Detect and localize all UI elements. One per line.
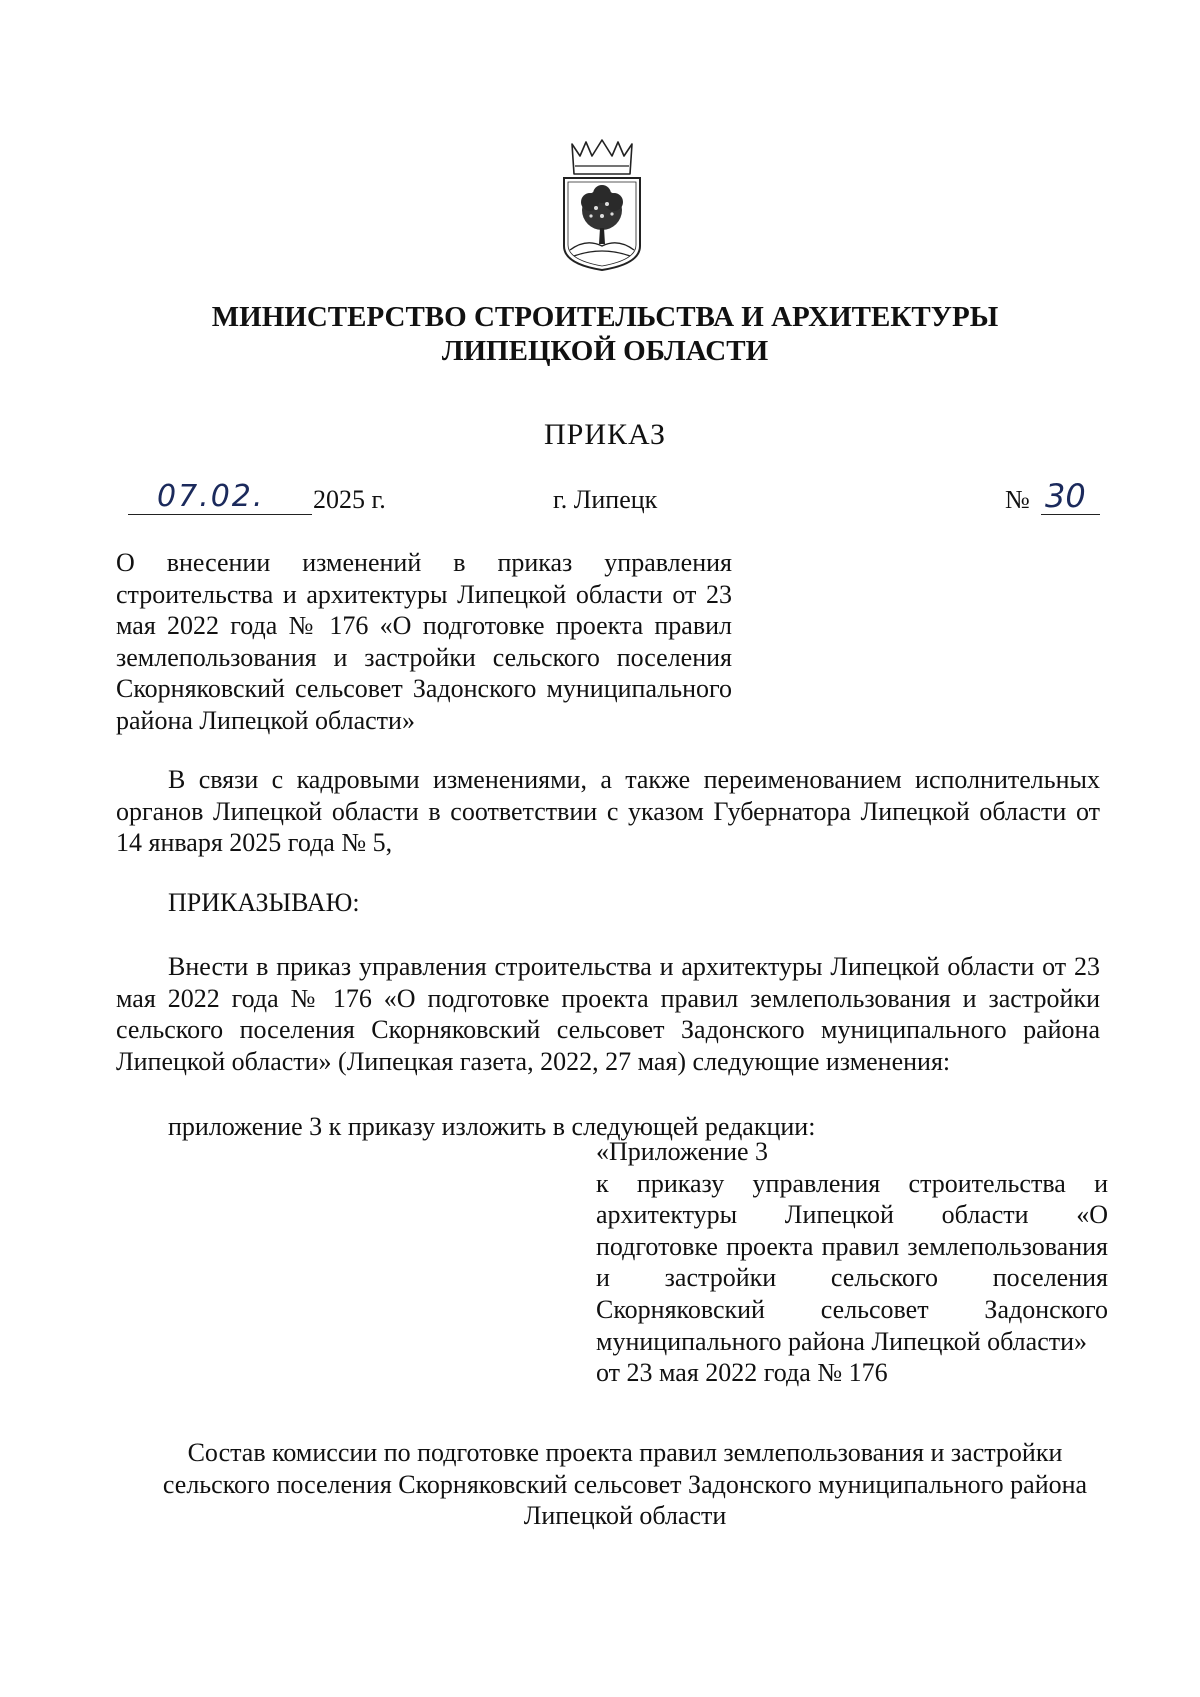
handwritten-date: 07.02. [157,479,265,514]
order-word: ПРИКАЗЫВАЮ: [168,888,360,917]
appendix-text: к приказу управления строительства и архитектуры Липецкой области «О подготовке проекта правил землепользования и застройки сельского поселения Скорняковский сельсовет Задонского муниципального района Липецкой области» [596,1168,1108,1356]
ministry-name-line2: ЛИПЕЦКОЙ ОБЛАСТИ [441,335,769,367]
appendix-title: «Приложение 3 [596,1137,769,1166]
composition-title: Состав комиссии по подготовке проекта правил землепользования и застройки сельского поселения Скорняковский сельсовет Задонского муниципального района Липецкой области [162,1438,1088,1531]
ministry-name-line1: МИНИСТЕРСТВО СТРОИТЕЛЬСТВА И АРХИТЕКТУРЫ [211,301,999,333]
appendix-date: от 23 мая 2022 года № 176 [596,1358,888,1388]
document-year: 2025 г. [313,485,386,514]
coat-of-arms-icon [560,138,644,272]
preamble-paragraph: В связи с кадровыми изменениями, а также переименованием исполнительных органов Липецкой области в соответствии с указом Губернатора Липецкой области от 14 января 2025 года № 5, [116,765,1100,858]
document-subject: О внесении изменений в приказ управления строительства и архитектуры Липецкой области от 23 мая 2022 года № 176 «О подготовке проекта правил землепользования и застройки сельского поселения Скорняковский сельсовет Задонского муниципального района Липецкой области» [116,548,732,735]
appendix-intro: приложение 3 к приказу изложить в следующей редакции: [168,1112,816,1141]
handwritten-number: 30 [1045,477,1086,515]
date-number-row [0,479,1200,523]
appendix-reference [596,1136,1108,1389]
number-sign: № [1005,485,1030,514]
date-underline [128,514,312,515]
instruction-paragraph: Внести в приказ управления строительства и архитектуры Липецкой области от 23 мая 2022 года № 176 «О подготовке проекта правил землепользования и застройки сельского поселения Скорняковский сельсовет Задонского муниципального района Липецкой области» (Липецкая газета, 2022, 27 мая) следующие изменения: [116,952,1100,1076]
document-city: г. Липецк [553,485,658,514]
ministry-name [0,300,1200,368]
document-type: ПРИКАЗ [544,418,666,451]
